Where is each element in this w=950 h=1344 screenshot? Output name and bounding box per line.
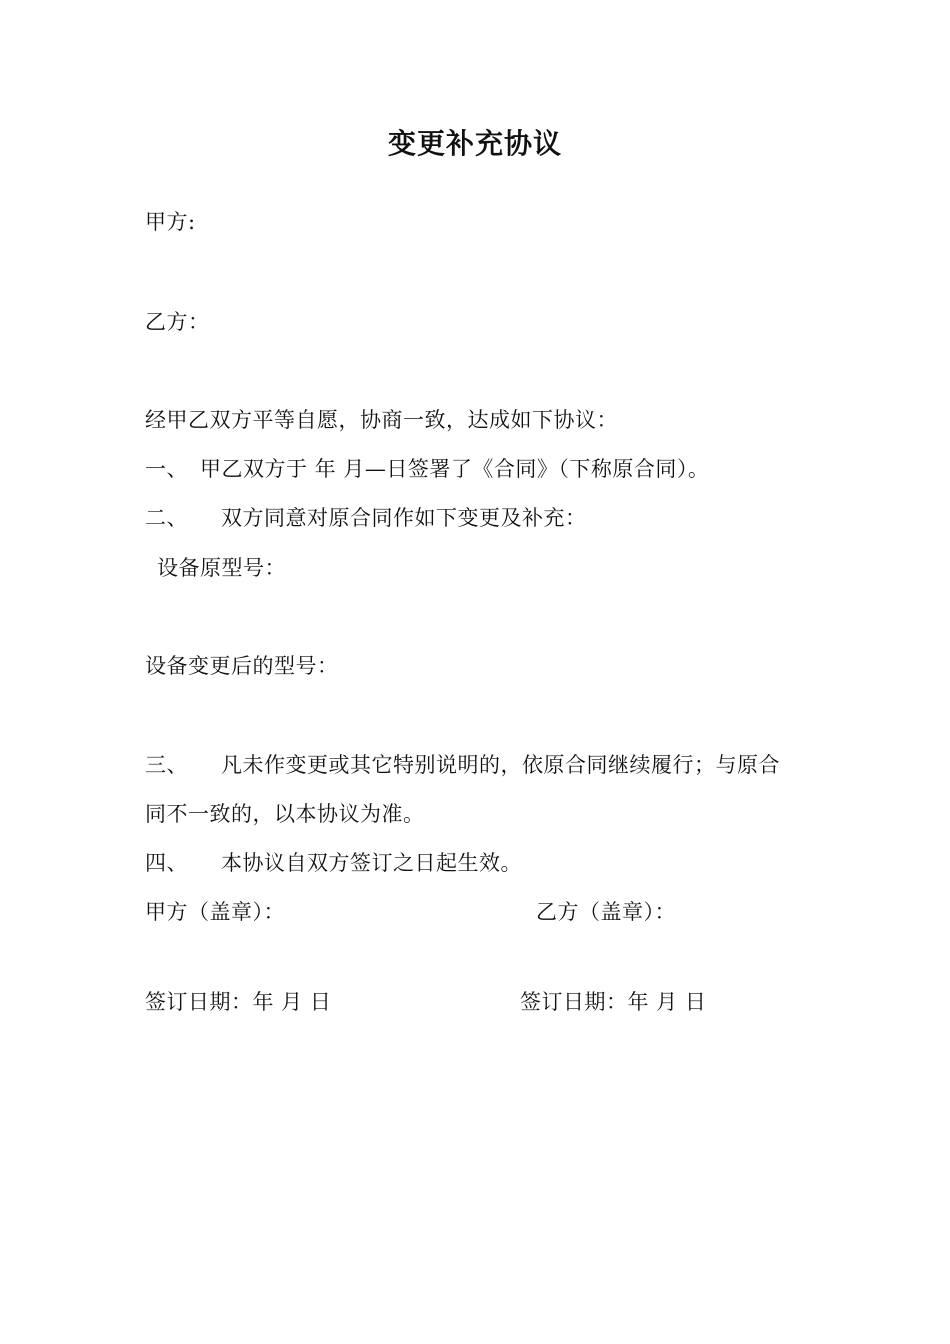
party-b-sign-date: 签订日期：年 月 日 (520, 990, 707, 1014)
clause-two-text: 双方同意对原合同作如下变更及补充： (221, 506, 587, 530)
clause-three-text: 凡未作变更或其它特别说明的，依原合同继续履行；与原合 (221, 753, 780, 777)
clause-four (145, 849, 522, 877)
clause-three (145, 751, 780, 779)
clause-two (145, 504, 587, 532)
party-a-sign-date: 签订日期：年 月 日 (145, 990, 332, 1014)
party-b-seal-label: 乙方（盖章）： (536, 900, 676, 924)
party-a-label: 甲方: (145, 210, 196, 234)
clause-one-text: 甲乙双方于 年 月—日签署了《合同》（下称原合同）。 (200, 457, 710, 481)
clause-one (145, 455, 709, 483)
clause-one-number: 一、 (145, 457, 188, 481)
original-model-label: 设备原型号： (157, 556, 286, 580)
clause-two-number: 二、 (145, 506, 188, 530)
party-b-label: 乙方： (145, 310, 210, 334)
clause-three-number: 三、 (145, 753, 188, 777)
agreement-intro: 经甲乙双方平等自愿，协商一致，达成如下协议： (145, 408, 618, 432)
clause-three-continuation: 同不一致的，以本协议为准。 (145, 802, 425, 826)
document-title: 变更补充协议 (387, 127, 562, 160)
clause-four-text: 本协议自双方签订之日起生效。 (221, 851, 522, 875)
clause-four-number: 四、 (145, 851, 188, 875)
changed-model-label: 设备变更后的型号： (145, 654, 339, 678)
party-a-seal-label: 甲方（盖章）： (145, 900, 285, 924)
